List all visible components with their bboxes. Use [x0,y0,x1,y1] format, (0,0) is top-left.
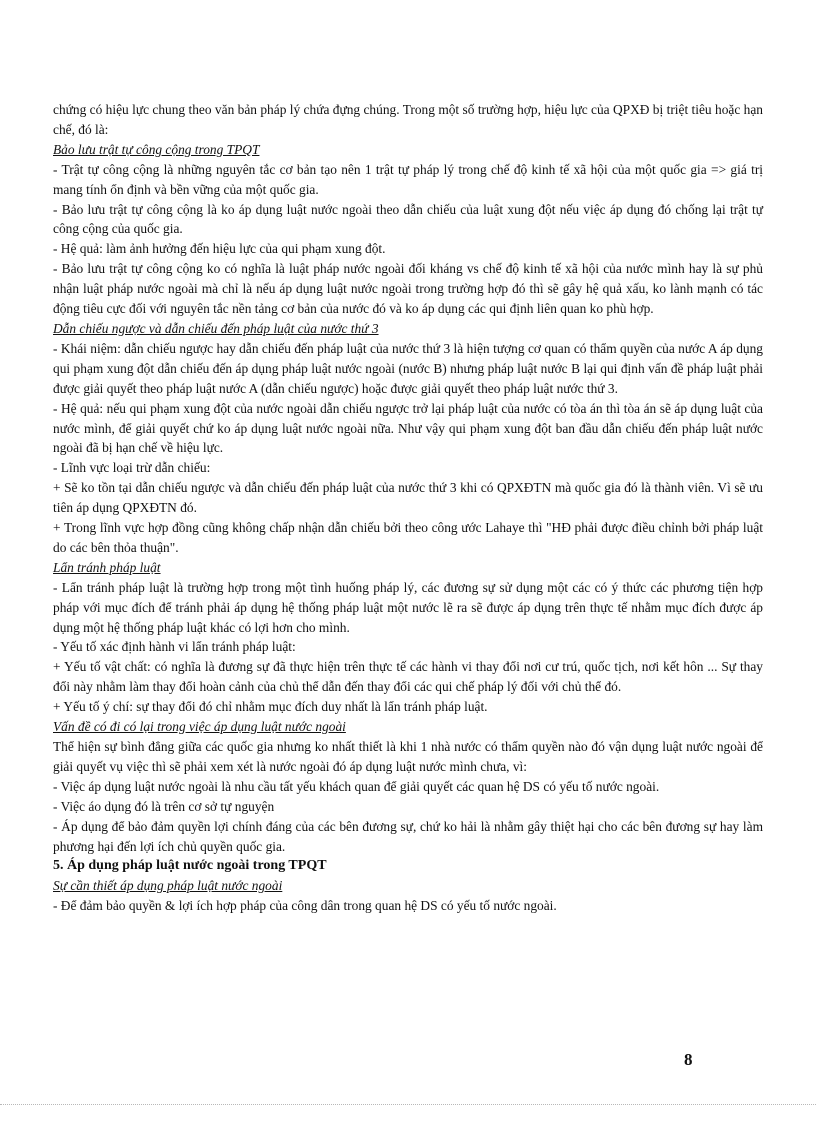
paragraph: - Lĩnh vực loại trừ dẫn chiếu: [53,460,211,476]
paragraph: - Hệ quả: nếu qui phạm xung đột của nước ngoài dẫn chiếu ngược trở lại pháp luật của nước có tòa án thì tòa án sẽ áp dụng luật của nước mình, để giải quyết chứ ko áp dụng luật nước ngoài nữa. Như vậy qui phạm xung đột ban đầu dẫn chiếu đến pháp luật nước ngoài đã bị hạn chế về hiệu lực. [53,400,763,456]
paragraph: - Khái niệm: dẫn chiếu ngược hay dẫn chiếu đến pháp luật của nước thứ 3 là hiện tượng cơ quan có thẩm quyền của nước A áp dụng qui phạm xung đột dẫn chiếu đến áp dụng pháp luật nước ngoài (nước B) nhưng pháp luật nước B lại qui định vấn đề pháp luật phải được giải quyết theo pháp luật nước A (dẫn chiếu ngược) hoặc được giải quyết theo pháp luật nước thứ 3. [53,340,763,396]
paragraph: + Sẽ ko tồn tại dẫn chiếu ngược và dẫn chiếu đến pháp luật của nước thứ 3 khi có QPXĐTN mà quốc gia đó là thành viên. Vì sẽ ưu tiên áp dụng QPXĐTN đó. [53,480,763,516]
paragraph: - Việc áp dụng luật nước ngoài là nhu cầu tất yếu khách quan để giải quyết các quan hệ DS có yếu tố nước ngoài. [53,778,660,794]
paragraph: - Lẩn tránh pháp luật là trường hợp trong một tình huống pháp lý, các đương sự sử dụng một các có ý thức các phương tiện hợp pháp với mục đích để tránh phải áp dụng hệ thống pháp luật một nước lẽ ra sẽ được áp dụng trên thực tế nhằm mục đích được áp dụng một hệ thống pháp luật khác có lợi hơn cho mình. [53,579,763,635]
paragraph: - Yếu tố xác định hành vi lẩn tránh pháp luật: [53,639,296,655]
paragraph: - Để đảm bảo quyền & lợi ích hợp pháp của công dân trong quan hệ DS có yếu tố nước ngoài. [53,898,557,914]
paragraph: Thể hiện sự bình đẳng giữa các quốc gia nhưng ko nhất thiết là khi 1 nhà nước có thẩm quyền nào đó vận dụng luật nước ngoài để giải quyết vụ việc thì sẽ phải xem xét là nước ngoài đó áp dụng luật nước mình chưa, vì: [53,739,763,774]
paragraph: - Hệ quả: làm ảnh hưởng đến hiệu lực của qui phạm xung đột. [53,241,386,257]
paragraph: - Áp dụng để bảo đảm quyền lợi chính đáng của các bên đương sự, chứ ko hải là nhằm gây thiệt hại cho các bên đương sự hay làm phương hại đến lợi ích chủ quyền quốc gia. [53,818,763,854]
document-body [53,100,763,916]
paragraph: + Yếu tố ý chí: sự thay đổi đó chỉ nhằm mục đích duy nhất là lẩn tránh pháp luật. [53,699,488,715]
paragraph: + Yếu tố vật chất: có nghĩa là đương sự đã thực hiện trên thực tế các hành vi thay đổi nơi cư trú, quốc tịch, nơi kết hôn ... Sự thay đổi này nhằm làm thay đổi hoàn cảnh của chủ thể dẫn đến thay đổi các qui chế pháp lý đối với chủ thể đó. [53,659,763,695]
page-bottom-divider [0,1104,816,1105]
paragraph: - Bảo lưu trật tự công cộng ko có nghĩa là luật pháp nước ngoài đối kháng vs chế độ kinh tế xã hội của nước mình hay là sự phủ nhận luật pháp nước ngoài mà chỉ là nếu áp dụng luật nước ngoài trong trường hợp đó thì sẽ gây hệ quả xấu, ko lành mạnh có tác động tiêu cực đối với nguyên tắc nền tảng cơ bản của nước đó và ko áp dụng các qui định liên quan ko phù hợp. [53,261,763,317]
section-heading-renvoi: Dẫn chiếu ngược và dẫn chiếu đến pháp luật của nước thứ 3 [53,320,379,336]
section-heading-reciprocity: Vấn đề có đi có lại trong việc áp dụng luật nước ngoài [53,719,346,735]
section-title-foreign-law: 5. Áp dụng pháp luật nước ngoài trong TPQT [53,858,327,874]
paragraph: - Việc áo dụng đó là trên cơ sở tự nguyện [53,798,275,814]
paragraph: + Trong lĩnh vực hợp đồng cũng không chấp nhận dẫn chiếu bởi theo công ước Lahaye thì "HĐ phải được điều chỉnh bởi pháp luật do các bên thỏa thuận". [53,520,763,555]
paragraph: - Trật tự công cộng là những nguyên tắc cơ bản tạo nên 1 trật tự pháp lý trong chế độ kinh tế xã hội của một quốc gia => giá trị mang tính ổn định và bền vững của một quốc gia. [53,161,763,197]
section-heading-law-evasion: Lẩn tránh pháp luật [53,559,161,575]
paragraph: - Bảo lưu trật tự công cộng là ko áp dụng luật nước ngoài theo dẫn chiếu của luật xung đột nếu việc áp dụng đó chống lại trật tự công cộng của quốc gia. [53,201,763,237]
section-heading-public-order: Bảo lưu trật tự công cộng trong TPQT [53,141,260,157]
paragraph: chứng có hiệu lực chung theo văn bản pháp lý chứa đựng chúng. Trong một số trường hợp, hiệu lực của QPXĐ bị triệt tiêu hoặc hạn chế, đó là: [53,102,763,137]
section-heading-necessity: Sự cần thiết áp dụng pháp luật nước ngoài [53,878,283,894]
page-number: 8 [684,1050,693,1069]
